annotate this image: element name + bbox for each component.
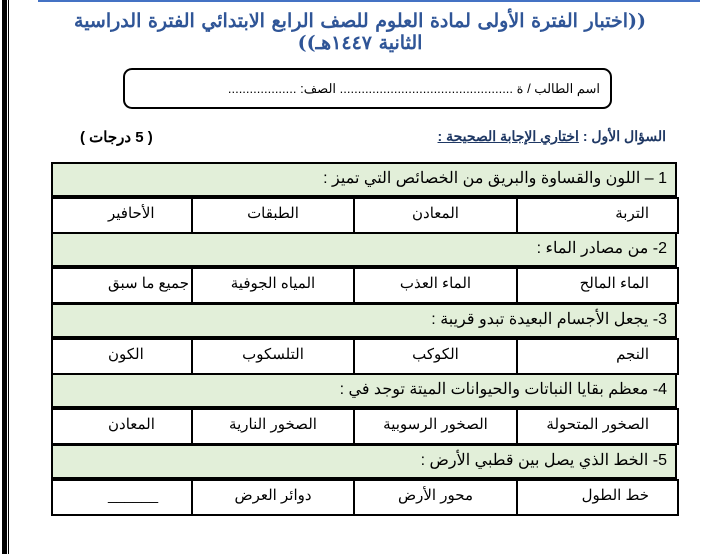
class-label: الصف: <box>300 81 337 96</box>
class-field[interactable]: ................... <box>227 81 297 96</box>
student-name-field[interactable]: ................................................ <box>339 81 514 96</box>
options-row <box>51 267 679 304</box>
section-instruction: اختاري الإجابة الصحيحة : <box>437 128 579 144</box>
option[interactable]: الطبقات <box>193 199 355 232</box>
option[interactable]: المياه الجوفية <box>193 269 355 302</box>
options-row <box>51 408 679 445</box>
option[interactable]: خط الطول <box>581 487 649 504</box>
option[interactable]: الصخور المتحولة <box>546 416 649 433</box>
question-row: 2- من مصادر الماء : <box>51 232 677 267</box>
option[interactable]: الصخور الرسوبية <box>355 410 518 443</box>
student-info-box <box>123 68 612 109</box>
page-border-thick <box>2 0 7 554</box>
question-row: 1 – اللون والقساوة والبريق من الخصائص التي تميز : <box>51 162 677 197</box>
option[interactable]: الكوكب <box>355 340 518 373</box>
section-header <box>438 128 666 145</box>
option[interactable]: الصخور النارية <box>193 410 355 443</box>
options-row <box>51 479 679 516</box>
student-name-label: اسم الطالب / ة <box>516 81 600 96</box>
option[interactable]: المعادن <box>355 199 518 232</box>
option[interactable]: النجم <box>616 346 649 363</box>
option[interactable]: المعادن <box>53 410 193 443</box>
page-border-thin <box>8 0 9 554</box>
option[interactable]: الأحافير <box>53 199 193 232</box>
option[interactable]: محور الأرض <box>355 481 518 514</box>
option[interactable]: الكون <box>53 340 193 373</box>
option[interactable]: الماء العذب <box>355 269 518 302</box>
top-rule <box>38 0 700 2</box>
exam-title: ((اختبار الفترة الأولى لمادة العلوم للصف الرابع الابتدائي الفترة الدراسية الثانية ١٤٤٧هـ)) <box>74 10 646 54</box>
question-row: 3- يجعل الأجسام البعيدة تبدو قريبة : <box>51 303 677 338</box>
option-blank[interactable]: ______ <box>53 481 193 514</box>
option[interactable]: التربة <box>615 205 649 222</box>
grade-label: ( 5 درجات ) <box>80 129 153 146</box>
section-label: السؤال الأول : <box>582 128 666 144</box>
question-row: 4- معظم بقايا النباتات والحيوانات الميتة توجد في : <box>51 373 677 408</box>
option[interactable]: دوائر العرض <box>193 481 355 514</box>
options-row <box>51 197 679 234</box>
option[interactable]: التلسكوب <box>193 340 355 373</box>
question-row: 5- الخط الذي يصل بين قطبي الأرض : <box>51 444 677 479</box>
options-row <box>51 338 679 375</box>
option[interactable]: الماء المالح <box>579 275 649 292</box>
option[interactable]: جميع ما سبق <box>53 269 193 302</box>
